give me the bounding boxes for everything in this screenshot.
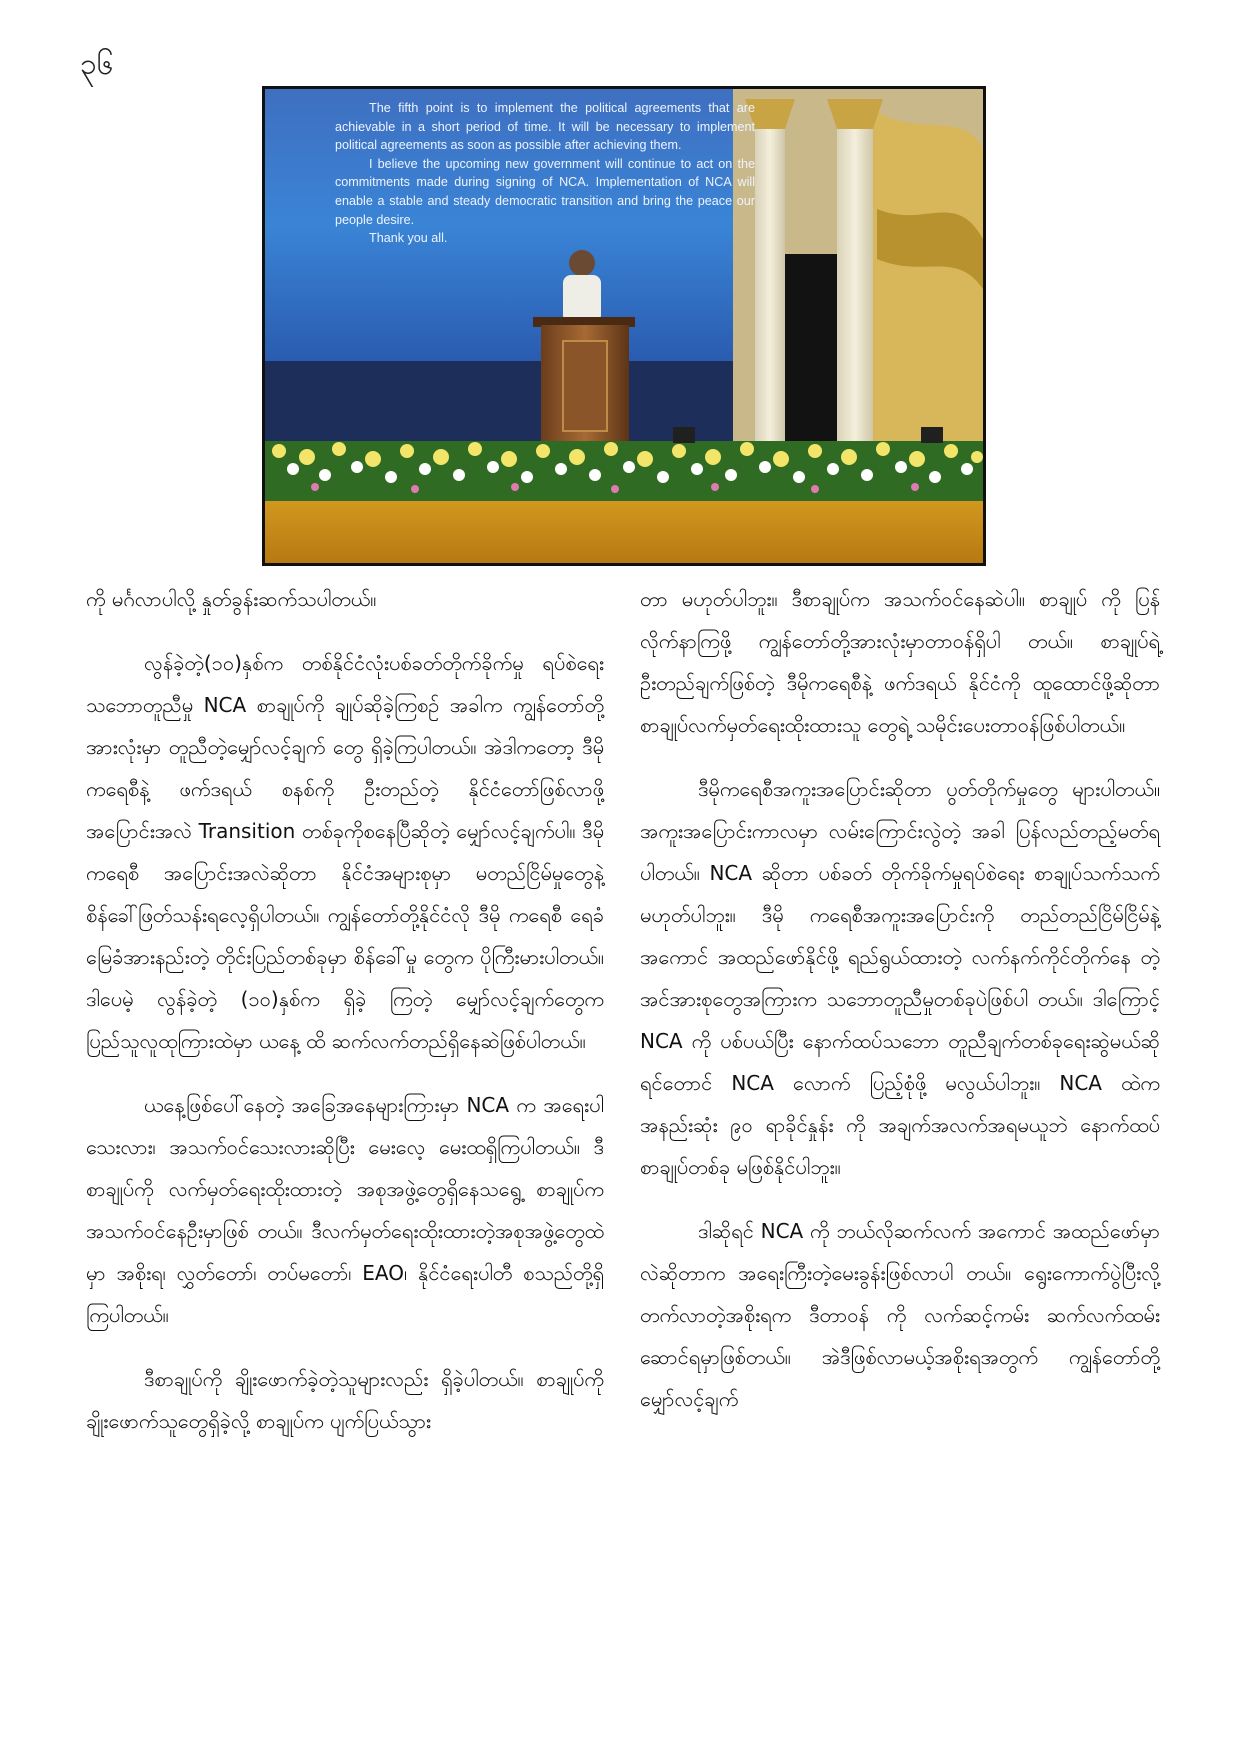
speaker-body xyxy=(563,275,601,323)
speaker-head xyxy=(569,250,595,276)
paragraph: လွန်ခဲ့တဲ့(၁၀)နှစ်က တစ်နိုင်ငံလုံးပစ်ခတ်တိုက်ခိုက်မှု ရပ်စဲရေးသဘောတူညီမှု NCA စာချုပ်ကို ချုပ်ဆိုခဲ့ကြစဉ် အခါက ကျွန်တော်တို့အားလုံးမှာ တူညီတဲ့မျှော်လင့်ချက် တွေ ရှိခဲ့ကြပါတယ်။ အဲဒါကတော့ ဒီမိုကရေစီနဲ့ ဖက်ဒရယ် စနစ်ကို ဦးတည်တဲ့ နိုင်ငံတော်ဖြစ်လာဖို့ အပြောင်းအလဲ Transition တစ်ခုကိုစနေပြီဆိုတဲ့ မျှော်လင့်ချက်ပါ။ ဒီမိုကရေစီ အပြောင်းအလဲဆိုတာ နိုင်ငံအများစုမှာ မတည်ငြိမ်မှုတွေနဲ့ စိန်ခေါ်ဖြတ်သန်းရလေ့ရှိပါတယ်။ ကျွန်တော်တို့နိုင်ငံလို ဒီမို ကရေစီ ရေခံမြေခံအားနည်းတဲ့ တိုင်းပြည်တစ်ခုမှာ စိန်ခေါ်မှု တွေက ပိုကြီးမားပါတယ်။ ဒါပေမဲ့ လွန်ခဲ့တဲ့ (၁၀)နှစ်က ရှိခဲ့ ကြတဲ့ မျှော်လင့်ချက်တွေက ပြည်သူလူထုကြားထဲမှာ ယနေ့ ထိ ဆက်လက်တည်ရှိနေဆဲဖြစ်ပါတယ်။ xyxy=(86,651,604,1053)
gold-ornament xyxy=(873,109,983,469)
slide-paragraph: I believe the upcoming new government will continue to act on the commitments made during signing of NCA. Implementation of NCA will enable a stable and steady democratic transition and bring the peace our people desire. xyxy=(335,156,755,227)
slide-closing: Thank you all. xyxy=(369,231,448,246)
left-column xyxy=(86,578,604,1464)
paragraph: ဒီစာချုပ်ကို ချိုးဖောက်ခဲ့တဲ့သူများလည်း ရှိခဲ့ပါတယ်။ စာချုပ်ကို ချိုးဖောက်သူတွေရှိခဲ့လို့ စာချုပ်က ပျက်ပြယ်သွား xyxy=(86,1367,604,1433)
stage-light xyxy=(921,427,943,443)
flower-arrangement xyxy=(265,441,983,501)
pillar-left xyxy=(755,129,785,459)
page-number: ၃၆ xyxy=(80,47,114,82)
paragraph: ယနေ့ဖြစ်ပေါ်နေတဲ့ အခြေအနေများကြားမှာ NCA က အရေးပါသေးလား၊ အသက်ဝင်သေးလားဆိုပြီး မေးလေ့ မေးထရှိကြပါတယ်။ ဒီစာချုပ်ကို လက်မှတ်ရေးထိုးထားတဲ့ အစုအဖွဲ့တွေရှိနေသရွေ့ စာချုပ်က အသက်ဝင်နေဦးမှာဖြစ် တယ်။ ဒီလက်မှတ်ရေးထိုးထားတဲ့အစုအဖွဲ့တွေထဲမှာ အစိုးရ၊ လွှတ်တော်၊ တပ်မတော်၊ EAO၊ နိုင်ငံရေးပါတီ စသည်တို့ရှိ ကြပါတယ်။ xyxy=(86,1093,604,1327)
stage-light xyxy=(673,427,695,443)
paragraph: ဒါဆိုရင် NCA ကို ဘယ်လိုဆက်လက် အကောင် အထည်ဖော်မှာလဲဆိုတာက အရေးကြီးတဲ့မေးခွန်းဖြစ်လာပါ တယ်။ ရွေးကောက်ပွဲပြီးလို့ တက်လာတဲ့အစိုးရက ဒီတာဝန် ကို လက်ဆင့်ကမ်း ဆက်လက်ထမ်းဆောင်ရမှာဖြစ်တယ်။ အဲဒီဖြစ်လာမယ့်အစိုးရအတွက် ကျွန်တော်တို့မျှော်လင့်ချက် xyxy=(640,1219,1160,1411)
podium-panel xyxy=(563,341,607,431)
slide-paragraph: The fifth point is to implement the political agreements that are achievable in a short period of time. It will be necessary to implement political agreements as soon as possible after achieving them. xyxy=(335,101,755,153)
paragraph: ဒီမိုကရေစီအကူးအပြောင်းဆိုတာ ပွတ်တိုက်မှုတွေ များပါတယ်။ အကူးအပြောင်းကာလမှာ လမ်းကြောင်းလွဲတဲ့ အခါ ပြန်လည်တည့်မတ်ရပါတယ်။ NCA ဆိုတာ ပစ်ခတ် တိုက်ခိုက်မှုရပ်စဲရေး စာချုပ်သက်သက် မဟုတ်ပါဘူး။ ဒီမို ကရေစီအကူးအပြောင်းကို တည်တည်ငြိမ်ငြိမ်နဲ့ အကောင် အထည်ဖော်နိုင်ဖို့ ရည်ရွယ်ထားတဲ့ လက်နက်ကိုင်တိုက်နေ တဲ့ အင်အားစုတွေအကြားက သဘောတူညီမှုတစ်ခုပဲဖြစ်ပါ တယ်။ ဒါကြောင့် NCA ကို ပစ်ပယ်ပြီး နောက်ထပ်သဘော တူညီချက်တစ်ခုရေးဆွဲမယ်ဆိုရင်တောင် NCA လောက် ပြည့်စုံဖို့ မလွယ်ပါဘူး။ NCA ထဲက အနည်းဆုံး ၉၀ ရာခိုင်နှုန်း ကို အချက်အလက်အရမယူဘဲ နောက်ထပ်စာချုပ်တစ်ခု မဖြစ်နိုင်ပါဘူး။ xyxy=(640,777,1160,1179)
paragraph: တာ မဟုတ်ပါဘူး။ ဒီစာချုပ်က အသက်ဝင်နေဆဲပါ။ စာချုပ် ကို ပြန်လိုက်နာကြဖို့ ကျွန်တော်တို့အားလုံးမှာတာဝန်ရှိပါ တယ်။ စာချုပ်ရဲ့ဦးတည်ချက်ဖြစ်တဲ့ ဒီမိုကရေစီနဲ့ ဖက်ဒရယ် နိုင်ငံကို ထူထောင်ဖို့ဆိုတာ စာချုပ်လက်မှတ်ရေးထိုးထားသူ တွေရဲ့ သမိုင်းပေးတာဝန်ဖြစ်ပါတယ်။ xyxy=(640,587,1160,737)
conference-photo xyxy=(262,86,986,566)
dark-doorway xyxy=(785,254,837,454)
slide-text xyxy=(335,99,755,248)
pillar-right xyxy=(837,129,873,459)
paragraph: ကို မင်္ဂလာပါလို့ နှုတ်ခွန်းဆက်သပါတယ်။ xyxy=(86,587,377,611)
right-column xyxy=(640,578,1160,1442)
